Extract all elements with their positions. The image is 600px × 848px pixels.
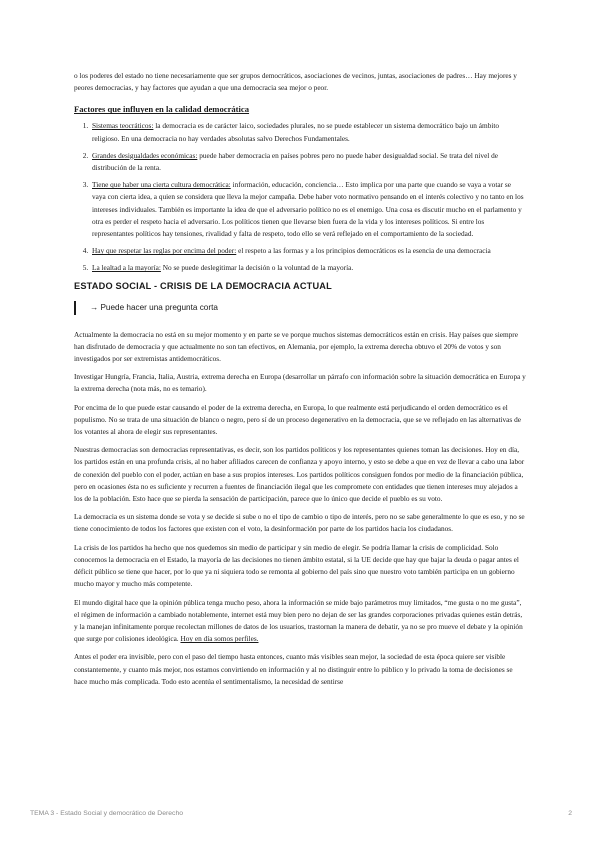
- body-paragraph: [74, 597, 526, 646]
- list-item: [90, 262, 526, 274]
- list-item-text: puede haber democracia en países pobres pero no puede haber desigualdad social. Se trata del nivel de distribución de la renta.: [92, 150, 499, 173]
- list-item-text: el respeto a las formas y a los principios democráticos es la esencia de una democracia: [236, 246, 491, 256]
- page-footer: [30, 810, 572, 817]
- factors-heading: Factores que influyen en la calidad democrática: [74, 104, 250, 115]
- list-item-text: No se puede deslegitimar la decisión o la voluntad de la mayoría.: [160, 263, 354, 273]
- list-item-text: la democracia es de carácter laico, sociedades plurales, no se puede establecer un sistema democrático bajo un ámbito religioso. En una democracia no hay verdades absolutas salvo Derechos Fundamentales.: [92, 121, 500, 143]
- callout-text: → Puede hacer una pregunta corta: [90, 303, 218, 313]
- list-item-text: información, educación, conciencia… Esto implica por una parte que cuando se vaya a votar se vaya con cierta idea, a quien se considera que lleva la mejor campaña. Debe haber voto normativo pensando en el interés colectivo y no tanto en los intereses individuales. También es importante la idea de que el adversario político no es el enemigo. Una cosa es discutir mucho en el parlamento y otra es perder el respeto hacia el adversario. Los políticos tienen que llevarse bien fuera de la vida y los intereses políticos. Si entre los representantes políticos hay tensiones, rivalidad y falta de respeto, todo ello se verá reflejado en el comportamiento de la sociedad.: [92, 180, 524, 239]
- list-item-label: Hay que respetar las reglas por encima del poder:: [92, 246, 237, 256]
- list-item-label: Sistemas teocráticos:: [92, 121, 154, 131]
- footer-title: TEMA 3 - Estado Social y democrático de Derecho: [30, 810, 183, 817]
- body-paragraph: Antes el poder era invisible, pero con el paso del tiempo hasta entonces, cuanto más visibles sean mejor, la sociedad de esta época quiere ser visible constantemente, y cuanto más mejor, nos estamos convirtiendo en información y al no distinguir entre lo público y lo privado la toma de decisiones se hace mucho más complicada. Todo esto acentúa el sentimentalismo, la necesidad de sentirse: [74, 652, 513, 686]
- list-item: [90, 150, 526, 174]
- list-item: [90, 179, 526, 240]
- list-item-label: La lealtad a la mayoría:: [92, 263, 161, 273]
- list-item-label: Grandes desigualdades económicas:: [92, 150, 198, 160]
- body-paragraph: La crisis de los partidos ha hecho que nos quedemos sin medio de participar y sin medio de elegir. Se podría llamar la crisis de complicidad. Solo conocemos la democracia en el Estado, la mayoría de las decisiones no tienen ámbito estatal, si la UE decide que hay que bajar la deuda o pagar antes el déficit público se tiene que hacer, por lo que ya ni siquiera todo se remonta al gobierno del país sino que nuestro voto también participa en un gobierno mucho mayor y mucho más competente.: [74, 542, 519, 589]
- callout-block: [74, 301, 526, 315]
- list-item: [90, 120, 526, 144]
- page-number: 2: [568, 810, 572, 817]
- factors-list: [74, 120, 526, 274]
- document-page: [74, 70, 526, 694]
- section-title: ESTADO SOCIAL - CRISIS DE LA DEMOCRACIA ACTUAL: [74, 280, 332, 291]
- underlined-phrase: Hoy en día somos perfiles.: [180, 634, 259, 644]
- body-paragraph: Nuestras democracias son democracias representativas, es decir, son los partidos políticos y los representantes quienes toman las decisiones. Hoy en día, los partidos están en una profunda crisis, al no haber afiliados carecen de confianza y apoyo interno, y esto se debe a que en vez de llevar a cabo una labor de conexión del pueblo con el poder, actúan en base a sus propios intereses. Los partidos políticos consiguen fondos por medio de la financiación pública, pero en ocasiones ésta no es suficiente y recurren a fuentes de financiación ilegal que les compromete con entidades que tienen intereses muy alejados a los de la población. Esto hace que se pierda la sensación de participación, parece que lo único que decide el pueblo es su voto.: [74, 445, 525, 504]
- body-paragraph-text: El mundo digital hace que la opinión pública tenga mucho peso, ahora la información se mide bajo parámetros muy limitados, “me gusta o no me gusta”, el régimen de información a cambiado notablemente, internet está muy bien pero no dejan de ser las grandes corporaciones privadas quienes están detrás, y la manejan infinitamente porque recolectan millones de datos de los usuarios, trastornan la manera de debatir, ya no se pro mueve el debate y la opinión que surge por colisiones ideológica.: [74, 597, 523, 644]
- list-item: [90, 245, 526, 257]
- body-paragraph: Actualmente la democracia no está en su mejor momento y en parte se ve porque muchos sistemas democráticos están en crisis. Hay países que siempre han disfrutado de democracia y que actualmente no son tan efectivos, en Alemania, por ejemplo, la extrema derecha obtuvo el 20% de votos y son investigados por ser extremistas antidemocráticos.: [74, 329, 518, 364]
- body-paragraph: Por encima de lo que puede estar causando el poder de la extrema derecha, en Europa, lo que realmente está perjudicando el orden democrático es el populismo. No se trata de una situación de blanco o negro, pero sí de un proceso degenerativo en la democracia, que se ve reflejado en las alternativas de los votantes al ahora de elegir sus representantes.: [74, 402, 521, 437]
- intro-paragraph: o los poderes del estado no tiene necesariamente que ser grupos democráticos, asociaciones de vecinos, juntas, asociaciones de padres… Hay mejores y peores democracias, y hay factores que ayudan a que una democracia sea mejor o peor.: [74, 71, 517, 93]
- list-item-label: Tiene que haber una cierta cultura democrática:: [92, 180, 231, 190]
- body-paragraph: Investigar Hungría, Francia, Italia, Austria, extrema derecha en Europa (desarrollar un párrafo con información sobre la situación democrática en Europa y la extrema derecha (nota más, no es temario).: [74, 372, 526, 394]
- body-paragraph: La democracia es un sistema donde se vota y se decide si sube o no el tipo de cambio o tipo de interés, pero no se sabe generalmente lo que es eso, y no se tiene conocimiento de todos los factores que existen con el voto, la desinformación por parte de los partidos hacia los ciudadanos.: [74, 512, 525, 534]
